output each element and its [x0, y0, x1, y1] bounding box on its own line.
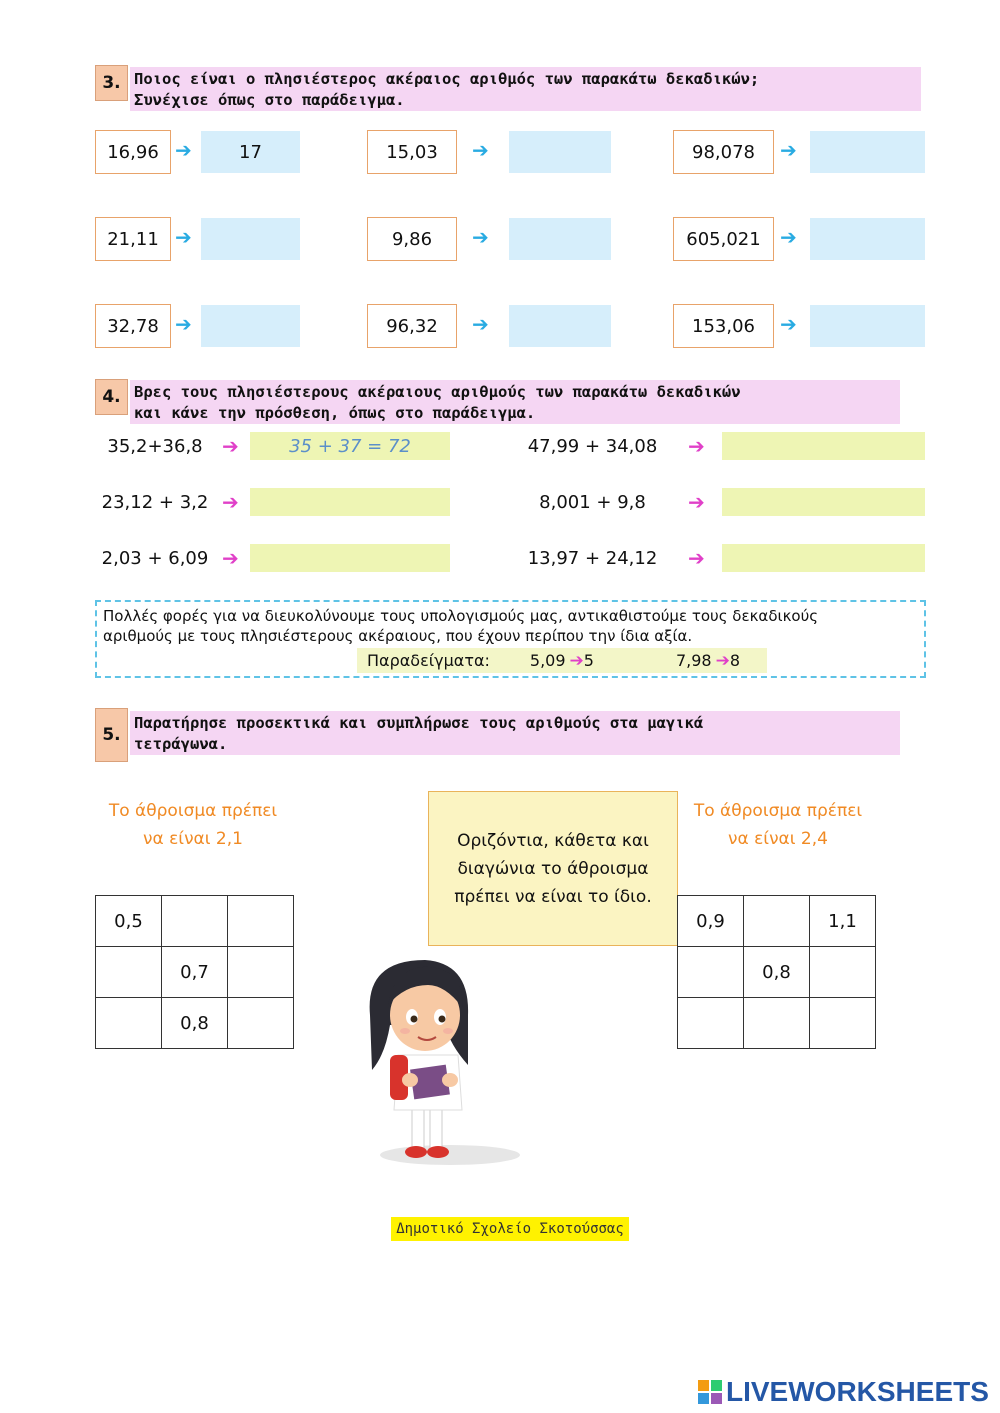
- section-4-number: 4.: [95, 379, 128, 415]
- arrow-icon: ➔: [715, 650, 730, 671]
- addition-expression: 35,2+36,8: [107, 435, 203, 457]
- examples-label: Παραδείγματα:: [367, 651, 490, 670]
- rule-line1: Οριζόντια, κάθετα και: [457, 830, 649, 851]
- example-1-to: 5: [583, 651, 594, 670]
- brand-text: LIVEWORKSHEETS: [726, 1376, 989, 1407]
- arrow-icon: ➔: [569, 650, 584, 671]
- answer-input[interactable]: [722, 544, 925, 572]
- example-2-from: 7,98: [675, 651, 712, 670]
- magic-cell: 0,8: [744, 947, 810, 998]
- number-box: 96,32: [367, 304, 457, 348]
- left-hint-line2: να είναι 2,1: [143, 829, 243, 849]
- answer-input[interactable]: 17: [201, 131, 300, 173]
- arrow-icon: ➔: [472, 312, 489, 336]
- magic-cell-input[interactable]: [744, 896, 810, 947]
- addition-expression: 23,12 + 3,2: [101, 491, 209, 513]
- right-hint-line1: Το άθροισμα πρέπει: [693, 801, 863, 821]
- magic-cell: 0,9: [678, 896, 744, 947]
- number-box: 21,11: [95, 217, 171, 261]
- magic-cell: 0,8: [162, 998, 228, 1049]
- answer-input[interactable]: [201, 305, 300, 347]
- arrow-icon: ➔: [175, 225, 192, 249]
- arrow-icon: ➔: [175, 312, 192, 336]
- addition-expression: 47,99 + 34,08: [527, 435, 658, 457]
- example-1-from: 5,09: [529, 651, 566, 670]
- answer-input[interactable]: [810, 131, 925, 173]
- magic-cell-input[interactable]: [228, 998, 294, 1049]
- arrow-icon: ➔: [222, 490, 239, 514]
- answer-input[interactable]: [509, 305, 611, 347]
- rule-line3: πρέπει να είναι το ίδιο.: [454, 886, 652, 907]
- section-5-title-line1: Παρατήρησε προσεκτικά και συμπλήρωσε τους αριθμούς στα μαγικά: [134, 714, 704, 732]
- right-sum-hint: [680, 797, 876, 853]
- examples-row: [357, 648, 767, 673]
- magic-cell-input[interactable]: [96, 998, 162, 1049]
- arrow-icon: ➔: [222, 546, 239, 570]
- answer-input[interactable]: [810, 218, 925, 260]
- magic-cell-input[interactable]: [228, 896, 294, 947]
- arrow-icon: ➔: [780, 138, 797, 162]
- girl-reading-illustration: [350, 955, 530, 1170]
- arrow-icon: ➔: [780, 225, 797, 249]
- right-hint-line2: να είναι 2,4: [728, 829, 828, 849]
- magic-cell-input[interactable]: [96, 947, 162, 998]
- number-box: 15,03: [367, 130, 457, 174]
- magic-cell: 1,1: [810, 896, 876, 947]
- section-5-number: 5.: [95, 708, 128, 762]
- liveworksheets-logo: [698, 1374, 989, 1410]
- addition-expression: 13,97 + 24,12: [527, 547, 658, 569]
- answer-input[interactable]: [250, 488, 450, 516]
- answer-input[interactable]: [722, 488, 925, 516]
- answer-input[interactable]: [810, 305, 925, 347]
- addition-expression: 8,001 + 9,8: [539, 491, 646, 513]
- liveworksheets-logo-icon: [698, 1380, 722, 1404]
- magic-cell-input[interactable]: [678, 947, 744, 998]
- arrow-icon: ➔: [780, 312, 797, 336]
- magic-cell: 0,5: [96, 896, 162, 947]
- magic-cell-input[interactable]: [810, 998, 876, 1049]
- number-box: 153,06: [673, 304, 774, 348]
- magic-cell-input[interactable]: [228, 947, 294, 998]
- number-box: 605,021: [673, 217, 774, 261]
- magic-cell: 0,7: [162, 947, 228, 998]
- magic-cell-input[interactable]: [744, 998, 810, 1049]
- addition-expression: 2,03 + 6,09: [101, 547, 209, 569]
- magic-cell-input[interactable]: [678, 998, 744, 1049]
- answer-input[interactable]: [509, 218, 611, 260]
- left-hint-line1: Το άθροισμα πρέπει: [108, 801, 278, 821]
- note-line1: Πολλές φορές για να διευκολύνουμε τους υπολογισμούς μας, αντικαθιστούμε τους δεκαδικούς: [103, 607, 819, 625]
- magic-cell-input[interactable]: [162, 896, 228, 947]
- arrow-icon: ➔: [688, 546, 705, 570]
- section-4-title: [130, 380, 900, 424]
- section-5-title-line2: τετράγωνα.: [134, 735, 228, 753]
- school-name: Δημοτικό Σχολείο Σκοτούσσας: [391, 1217, 629, 1241]
- number-box: 9,86: [367, 217, 457, 261]
- section-4-title-line2: και κάνε την πρόσθεση, όπως στο παράδειγμα.: [134, 404, 536, 422]
- note-line2: αριθμούς με τους πλησιέστερους ακέραιους, που έχουν περίπου την ίδια αξία.: [103, 627, 693, 645]
- answer-input[interactable]: [201, 218, 300, 260]
- answer-input[interactable]: [722, 432, 925, 460]
- magic-cell-input[interactable]: [810, 947, 876, 998]
- section-3-title-line2: Συνέχισε όπως στο παράδειγμα.: [134, 91, 405, 109]
- example-2-to: 8: [729, 651, 741, 670]
- right-magic-square: [677, 895, 876, 1049]
- left-magic-square: [95, 895, 294, 1049]
- answer-input[interactable]: 35 + 37 = 72: [250, 432, 450, 460]
- rule-line2: διαγώνια το άθροισμα: [457, 858, 649, 879]
- number-box: 16,96: [95, 130, 171, 174]
- magic-square-rule: [428, 791, 678, 946]
- arrow-icon: ➔: [472, 225, 489, 249]
- arrow-icon: ➔: [688, 490, 705, 514]
- section-4-title-line1: Βρες τους πλησιέστερους ακέραιους αριθμούς των παρακάτω δεκαδικών: [134, 383, 741, 401]
- number-box: 98,078: [673, 130, 774, 174]
- arrow-icon: ➔: [688, 434, 705, 458]
- answer-input[interactable]: [250, 544, 450, 572]
- arrow-icon: ➔: [472, 138, 489, 162]
- arrow-icon: ➔: [222, 434, 239, 458]
- left-sum-hint: [95, 797, 291, 853]
- arrow-icon: ➔: [175, 138, 192, 162]
- section-5-title: [130, 711, 900, 755]
- number-box: 32,78: [95, 304, 171, 348]
- section-3-title-line1: Ποιος είναι ο πλησιέστερος ακέραιος αριθμός των παρακάτω δεκαδικών;: [134, 70, 760, 88]
- answer-input[interactable]: [509, 131, 611, 173]
- section-3-number: 3.: [95, 65, 128, 101]
- section-3-title: [130, 67, 921, 111]
